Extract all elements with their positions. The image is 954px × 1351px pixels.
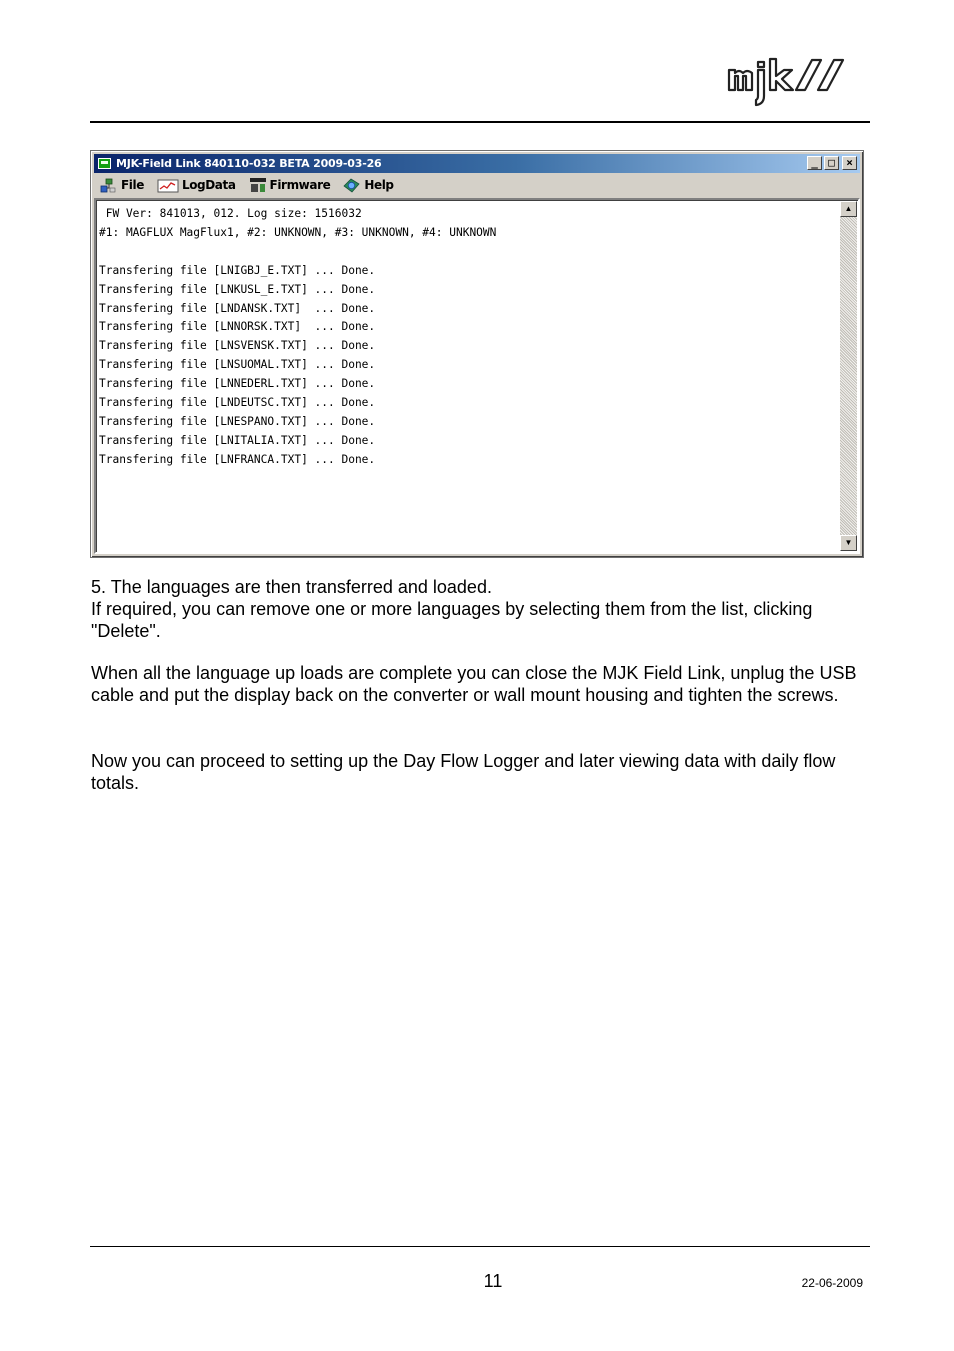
log-lines <box>99 205 496 470</box>
close-button[interactable]: × <box>842 156 857 170</box>
close-instructions-paragraph: When all the language up loads are complete you can close the MJK Field Link, unplug the USB cable and put the display back on the converter or wall mount housing and tighten the screws. <box>91 663 857 705</box>
maximize-button[interactable]: □ <box>824 156 839 170</box>
step5-line2: If required, you can remove one or more languages by selecting them from the list, clicking "Delete". <box>91 599 813 641</box>
log-line: Transfering file [LNSUOMAL.TXT] ... Done. <box>99 358 376 372</box>
help-icon <box>343 178 361 193</box>
flash-firmware-icon <box>249 178 267 193</box>
menu-firmware-label: Firmware <box>269 178 331 192</box>
logdata-chart-icon <box>157 178 179 193</box>
step5-line1: 5. The languages are then transferred and loaded. <box>91 577 492 597</box>
vertical-scrollbar[interactable] <box>840 201 857 551</box>
log-line: Transfering file [LNNEDERL.TXT] ... Done. <box>99 377 376 391</box>
menu-file[interactable] <box>100 178 144 193</box>
menu-help[interactable] <box>343 178 393 193</box>
log-line: #1: MAGFLUX MagFlux1, #2: UNKNOWN, #3: UNKNOWN, #4: UNKNOWN <box>99 225 497 239</box>
log-output-pane[interactable] <box>94 198 860 554</box>
log-line: FW Ver: 841013, 012. Log size: 1516032 <box>99 207 362 220</box>
menu-bar <box>94 174 860 196</box>
field-link-window <box>90 150 864 558</box>
log-line: Transfering file [LNKUSL_E.TXT] ... Done. <box>99 282 376 296</box>
log-line: Transfering file [LNFRANCA.TXT] ... Done. <box>99 452 376 466</box>
window-title: MJK-Field Link 840110-032 BETA 2009-03-26 <box>116 157 382 170</box>
log-line <box>99 243 496 262</box>
footer-rule <box>90 1246 870 1247</box>
log-line: Transfering file [LNITALIA.TXT] ... Done. <box>99 433 376 447</box>
mjk-logo-icon <box>726 56 860 108</box>
menu-file-label: File <box>121 178 144 192</box>
app-icon <box>98 158 111 169</box>
menu-logdata[interactable] <box>157 178 236 193</box>
menu-help-label: Help <box>364 178 394 192</box>
log-line: Transfering file [LNDANSK.TXT] ... Done. <box>99 301 376 315</box>
step5-paragraph <box>91 576 871 642</box>
minimize-button[interactable]: _ <box>807 156 822 170</box>
window-controls <box>805 156 857 170</box>
header-rule <box>90 121 870 123</box>
window-titlebar[interactable] <box>94 154 860 173</box>
log-line: Transfering file [LNNORSK.TXT] ... Done. <box>99 320 376 334</box>
page-number: 11 <box>483 1271 503 1291</box>
log-line: Transfering file [LNDEUTSC.TXT] ... Done. <box>99 396 376 410</box>
scroll-down-button[interactable]: ▼ <box>840 535 857 551</box>
log-line: Transfering file [LNSVENSK.TXT] ... Done. <box>99 339 376 353</box>
next-steps-paragraph: Now you can proceed to setting up the Day Flow Logger and later viewing data with daily flow totals. <box>91 751 836 793</box>
log-line: Transfering file [LNIGBJ_E.TXT] ... Done. <box>99 263 376 277</box>
scroll-up-button[interactable]: ▲ <box>840 201 857 217</box>
footer-date: 22-06-2009 <box>801 1276 863 1290</box>
menu-firmware[interactable] <box>249 178 331 193</box>
menu-logdata-label: LogData <box>181 178 236 192</box>
log-line: Transfering file [LNESPANO.TXT] ... Done. <box>99 414 376 428</box>
file-icon <box>100 178 118 193</box>
